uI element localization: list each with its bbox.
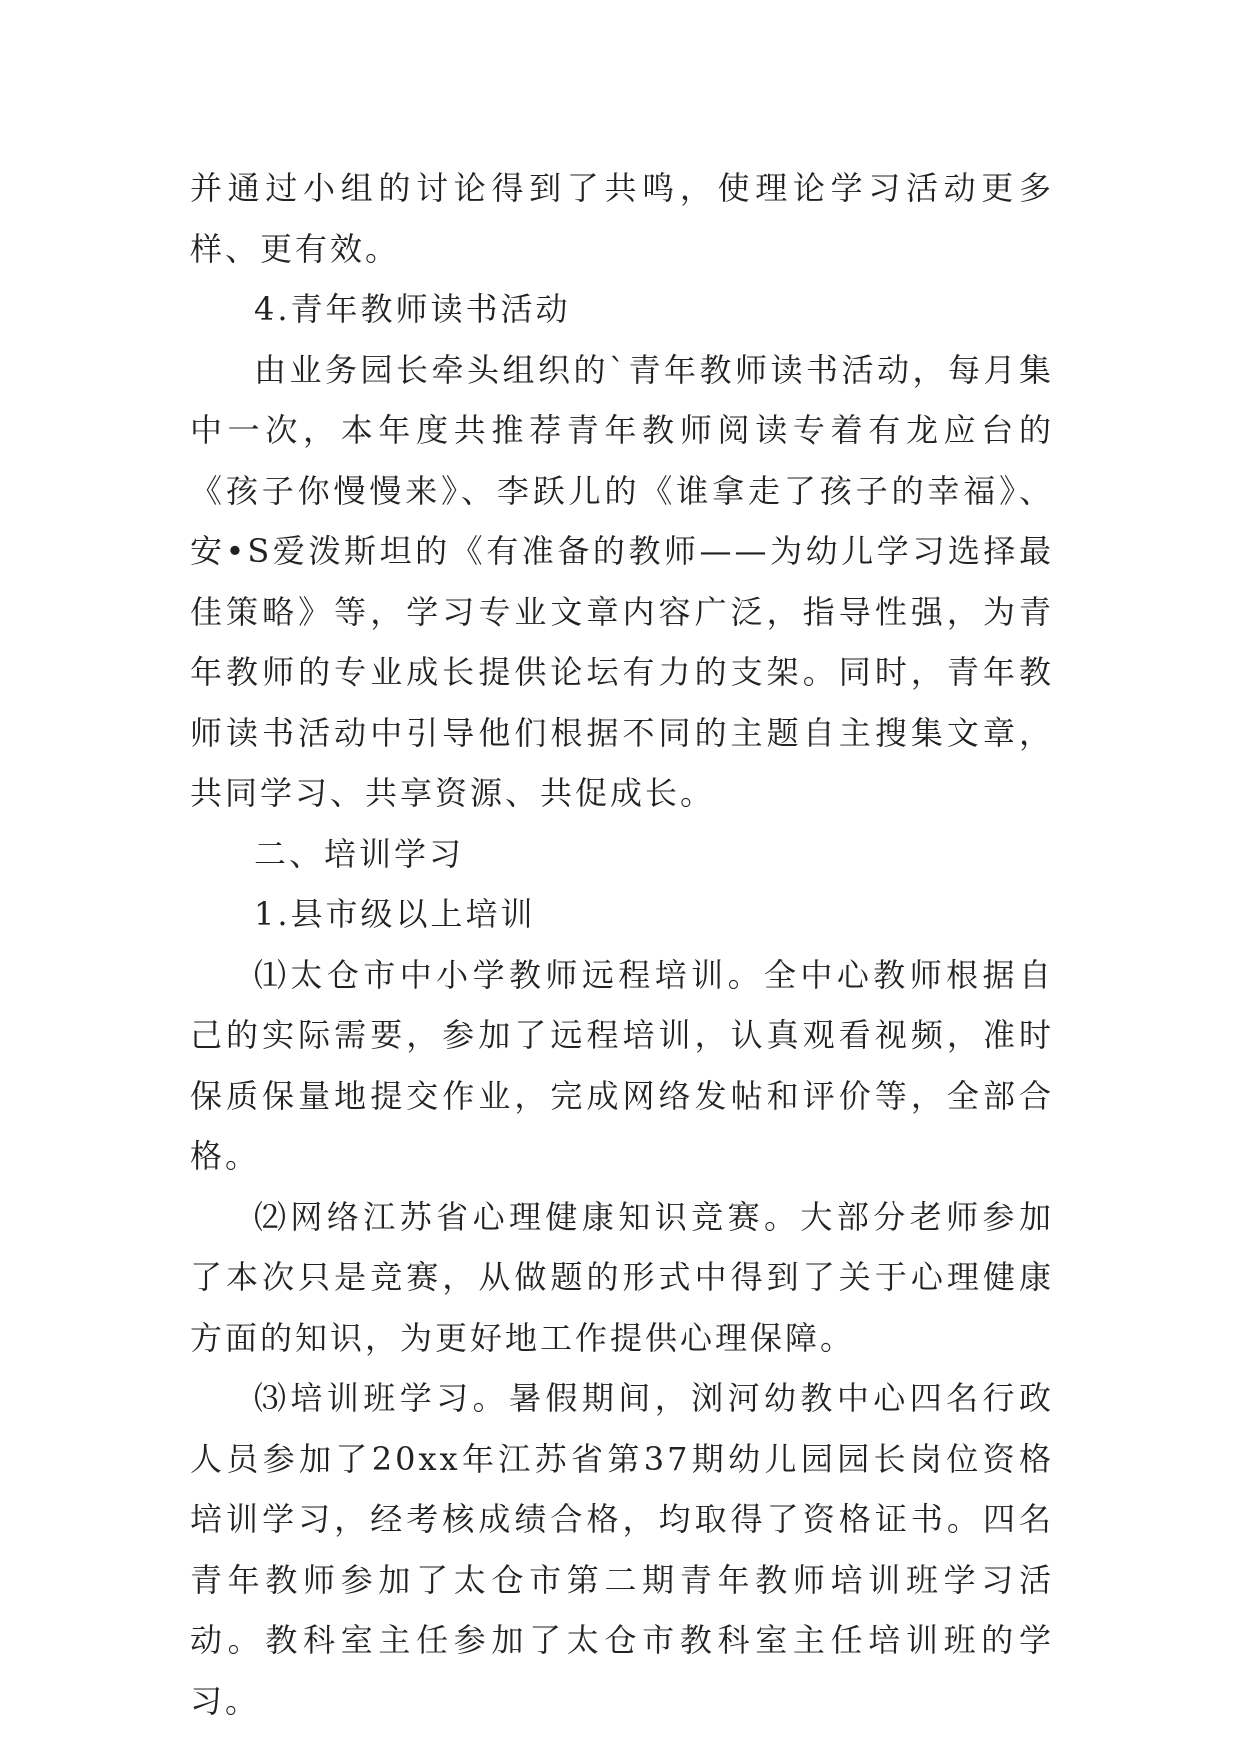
subheading-youth-reading: 4.青年教师读书活动: [254, 290, 571, 328]
document-body: [190, 158, 1054, 1731]
subheading-county-training: 1.县市级以上培训: [254, 895, 536, 933]
heading-training: 二、培训学习: [254, 834, 465, 873]
paragraph-remote-training: ⑴太仓市中小学教师远程培训。全中心教师根据自己的实际需要，参加了远程培训，认真观看视频，准时保质保量地提交作业，完成网络发帖和评价等，全部合格。: [190, 955, 1054, 1175]
paragraph-training-class: ⑶培训班学习。暑假期间，浏河幼教中心四名行政人员参加了20xx年江苏省第37期幼儿园园长岗位资格培训学习，经考核成绩合格，均取得了资格证书。四名青年教师参加了太仓市第二期青年教师培训班学习活动。教科室主任参加了太仓市教科室主任培训班的学习。: [190, 1379, 1054, 1720]
paragraph-youth-reading: 由业务园长牵头组织的`青年教师读书活动，每月集中一次，本年度共推荐青年教师阅读专着有龙应台的《孩子你慢慢来》、李跃儿的《谁拿走了孩子的幸福》、安•S爱泼斯坦的《有准备的教师——为幼儿学习选择最佳策略》等，学习专业文章内容广泛，指导性强，为青年教师的专业成长提供论坛有力的支架。同时，青年教师读书活动中引导他们根据不同的主题自主搜集文章，共同学习、共享资源、共促成长。: [190, 350, 1054, 812]
paragraph-continuation: 并通过小组的讨论得到了共鸣，使理论学习活动更多样、更有效。: [190, 169, 1054, 268]
paragraph-mental-health-contest: ⑵网络江苏省心理健康知识竞赛。大部分老师参加了本次只是竞赛，从做题的形式中得到了关于心理健康方面的知识，为更好地工作提供心理保障。: [190, 1197, 1054, 1357]
